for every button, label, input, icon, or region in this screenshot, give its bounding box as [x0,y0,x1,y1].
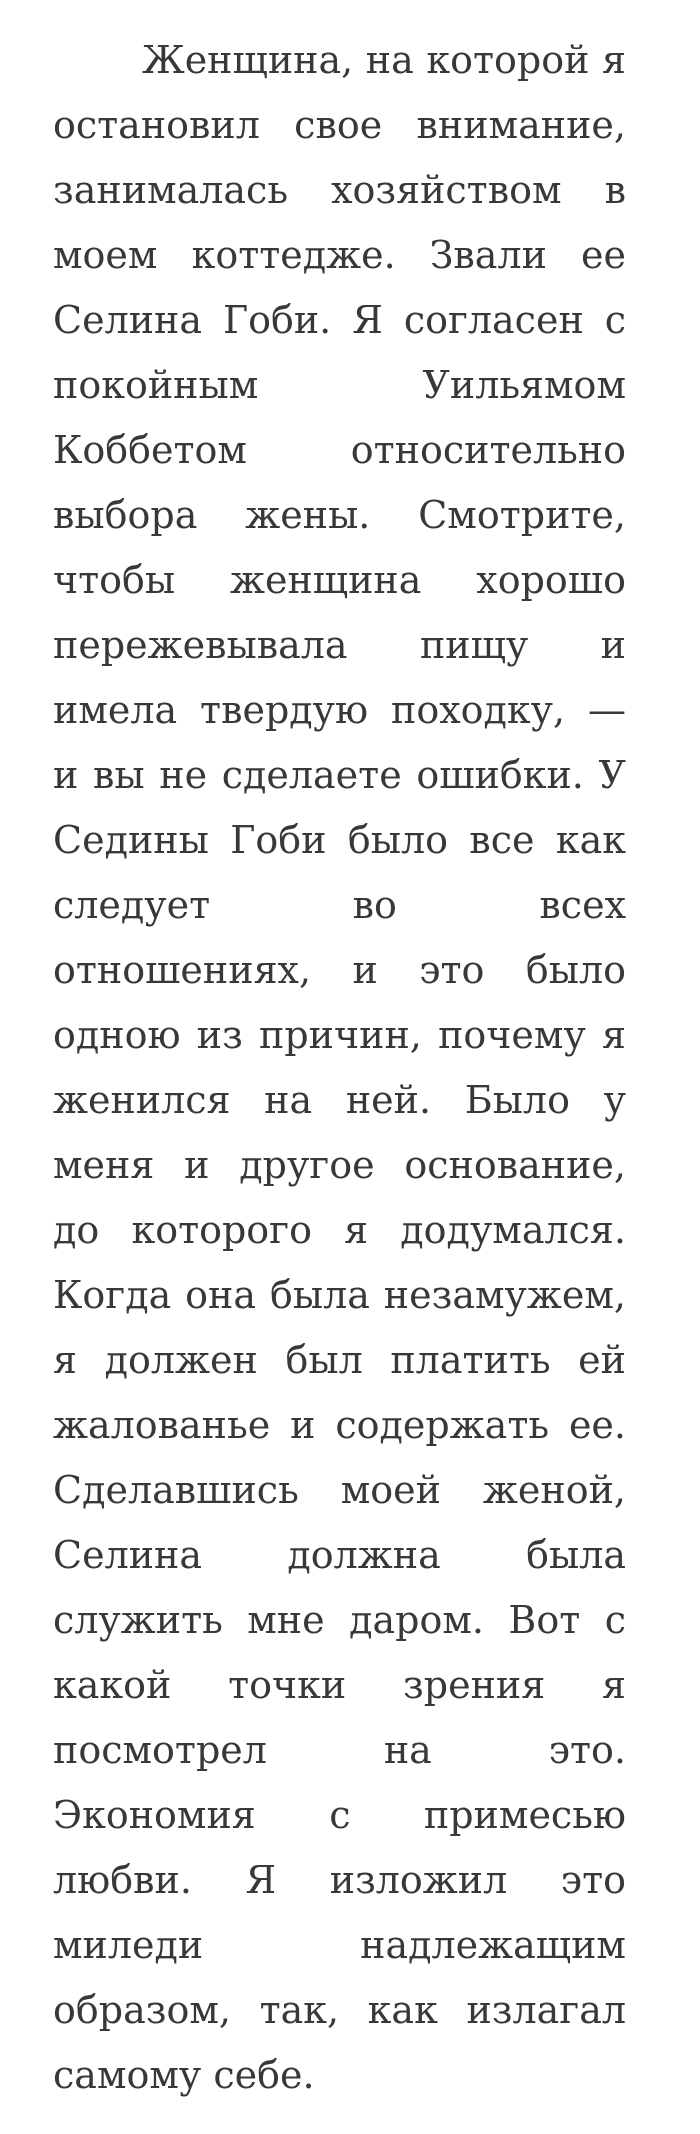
text-line: служить мне даром. Вот с [53,1598,626,1642]
text-line: Седины Гоби было все как [53,818,626,862]
text-line: одною из причин, почему я [53,1013,626,1057]
text-line: Селина должна была [53,1533,626,1577]
text-line: Экономия с примесью [53,1793,626,1837]
text-line: Когда она была незамужем, [53,1273,626,1317]
text-line: Сделавшись моей женой, [53,1468,626,1512]
text-line: Селина Гоби. Я согласен с [53,298,626,342]
text-line: миледи надлежащим [53,1923,626,1967]
text-line: самому себе. [53,2053,315,2097]
text-line: Коббетом относительно [53,428,626,472]
text-line: пережевывала пищу и [53,623,626,667]
text-line: имела твердую походку, — [53,688,626,732]
text-line: жалованье и содержать ее. [53,1403,626,1447]
text-line: отношениях, и это было [53,948,626,992]
text-line: следует во всех [53,883,626,927]
text-line: выбора жены. Смотрите, [53,493,626,537]
text-line: образом, так, как излагал [53,1988,626,2032]
text-line: остановил свое внимание, [53,103,626,147]
text-line: и вы не сделаете ошибки. У [53,753,626,797]
text-line: моем коттедже. Звали ее [53,233,626,277]
text-line: до которого я додумался. [53,1208,626,1252]
text-line: Женщина, на которой я [142,38,626,82]
text-line: занималась хозяйством в [53,168,626,212]
text-line: какой точки зрения я [53,1663,626,1707]
text-line: покойным Уильямом [53,363,626,407]
text-line: любви. Я изложил это [53,1858,626,1902]
text-line: меня и другое основание, [53,1143,626,1187]
text-line: посмотрел на это. [53,1728,626,1772]
text-line: женился на ней. Было у [53,1078,626,1122]
text-line: я должен был платить ей [53,1338,626,1382]
text-line: чтобы женщина хорошо [53,558,626,602]
